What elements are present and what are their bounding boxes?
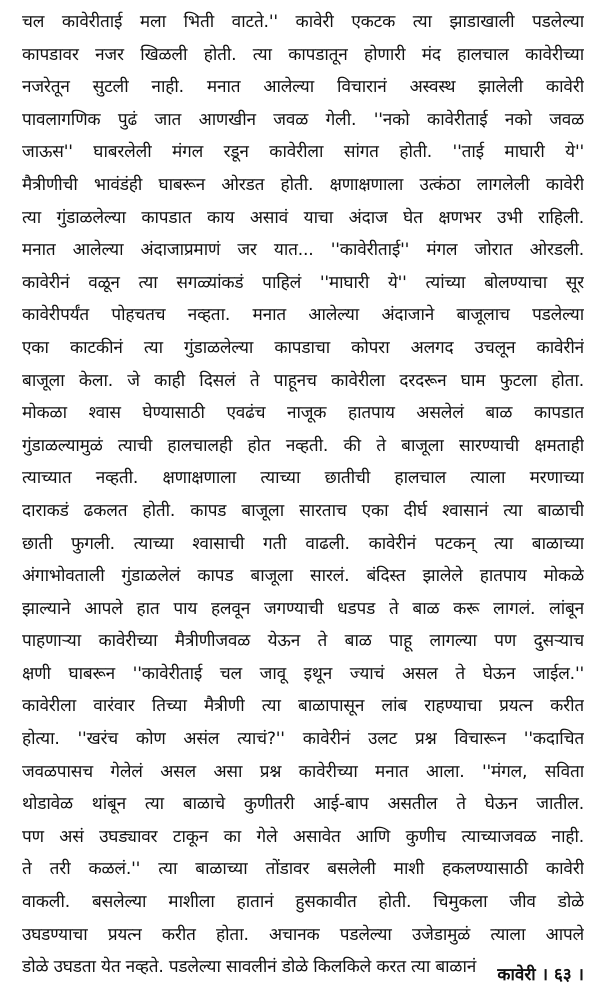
- text-line: पाहणाऱ्या कावेरीच्या मैत्रीणीजवळ येऊन ते बाळ पाहू लागल्या पण दुसऱ्याच: [22, 631, 584, 652]
- text-line: दाराकडं ढकलत होती. कापड बाजूला सारताच एका दीर्घ श्वासानं त्या बाळाची: [22, 500, 584, 521]
- text-line: कावेरीला वारंवार तिच्या मैत्रीणी त्या बाळापासून लांब राहण्याचा प्रयत्न करीत: [22, 696, 584, 717]
- body-text: [22, 6, 584, 984]
- text-line: कावेरीपर्यंत पोहचतच नव्हता. मनात आलेल्या अंदाजाने बाजूलाच पडलेल्या: [22, 305, 584, 326]
- text-line: छाती फुगली. त्याच्या श्वासाची गती वाढली. कावेरीनं पटकन् त्या बाळाच्या: [22, 533, 584, 554]
- text-line: मोकळा श्वास घेण्यासाठी एवढंच नाजूक हातपाय असलेलं बाळ कापडात: [22, 403, 584, 424]
- text-line: पावलागणिक पुढं जात आणखीन जवळ गेली. ''नको कावेरीताई नको जवळ: [22, 109, 584, 130]
- text-line: क्षणी घाबरून ''कावेरीताई चल जावू इथून ज्याचं असल ते घेऊन जाईल.'': [22, 663, 584, 684]
- text-line: एका काटकीनं त्या गुंडाळलेल्या कापडाचा कोपरा अलगद उचलून कावेरीनं: [22, 337, 584, 358]
- text-line: पण असं उघड्यावर टाकून का गेले असावेत आणि कुणीच त्याच्याजवळ नाही.: [22, 826, 584, 847]
- text-line: त्याच्यात नव्हती. क्षणाक्षणाला त्याच्या छातीची हालचाल त्याला मरणाच्या: [22, 468, 584, 489]
- text-line: बाजूला केला. जे काही दिसलं ते पाहूनच कावेरीला दरदरून घाम फुटला होता.: [22, 370, 584, 391]
- text-line: मनात आलेल्या अंदाजाप्रमाणं जर यात... ''कावेरीताई'' मंगल जोरात ओरडली.: [22, 240, 584, 261]
- text-line: कापडावर नजर खिळली होती. त्या कापडातून होणारी मंद हालचाल कावेरीच्या: [22, 44, 584, 65]
- text-line: जाऊस'' घाबरलेली मंगल रडून कावेरीला सांगत होती. ''ताई माघारी ये'': [22, 142, 584, 163]
- text-line: कावेरीनं वळून त्या सगळ्यांकडं पाहिलं ''माघारी ये'' त्यांच्या बोलण्याचा सूर: [22, 272, 584, 293]
- text-line: उघडण्याचा प्रयत्न करीत होता. अचानक पडलेल्या उजेडामुळं त्याला आपले: [22, 924, 584, 945]
- text-line: नजरेतून सुटली नाही. मनात आलेल्या विचारानं अस्वस्थ झालेली कावेरी: [22, 77, 584, 98]
- text-line: डोळे उघडता येत नव्हते. पडलेल्या सावलीनं डोळे किलकिले करत त्या बाळानं: [22, 957, 477, 978]
- text-line: ते तरी कळलं.'' त्या बाळाच्या तोंडावर बसलेली माशी हकलण्यासाठी कावेरी: [22, 859, 584, 880]
- page-folio: कावेरी । ६३ ।: [497, 965, 584, 985]
- text-line: जवळपासच गेलेलं असल असा प्रश्न कावेरीच्या मनात आला. ''मंगल, सविता: [22, 761, 584, 782]
- text-line: चल कावेरीताई मला भिती वाटते.'' कावेरी एकटक त्या झाडाखाली पडलेल्या: [22, 12, 584, 32]
- text-line: वाकली. बसलेल्या माशीला हातानं हुसकावीत होती. चिमुकला जीव डोळे: [22, 892, 584, 913]
- text-line: अंगाभोवताली गुंडाळलेलं कापड बाजूला सारलं. बंदिस्त झालेले हातपाय मोकळे: [22, 566, 584, 587]
- text-line: झाल्याने आपले हात पाय हलवून जगण्याची धडपड ते बाळ करू लागलं. लांबून: [22, 598, 584, 619]
- text-line: त्या गुंडाळलेल्या कापडात काय असावं याचा अंदाज घेत क्षणभर उभी राहिली.: [22, 207, 584, 228]
- text-line: गुंडाळल्यामुळं त्याची हालचालही होत नव्हती. की ते बाजूला सारण्याची क्षमताही: [22, 435, 584, 456]
- text-line: मैत्रीणीची भावंडंही घाबरून ओरडत होती. क्षणाक्षणाला उत्कंठा लागलेली कावेरी: [22, 174, 584, 195]
- text-line: थोडावेळ थांबून त्या बाळाचे कुणीतरी आई-बाप असतील ते घेऊन जातील.: [22, 794, 584, 815]
- book-page: [22, 6, 584, 996]
- text-line: होत्या. ''खरंच कोण असंल त्याचं?'' कावेरीनं उलट प्रश्न विचारून ''कदाचित: [22, 729, 584, 750]
